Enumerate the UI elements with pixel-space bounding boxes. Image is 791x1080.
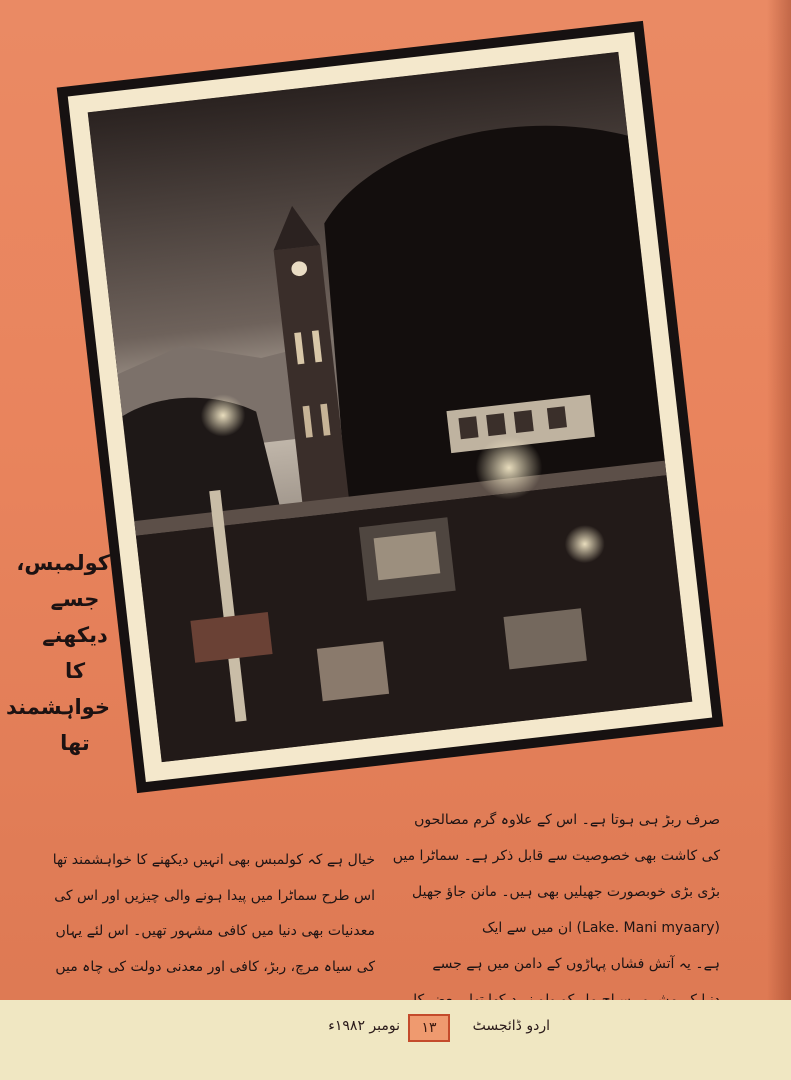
magazine-title: اردو ڈائجسٹ bbox=[472, 1018, 550, 1034]
city-photo bbox=[88, 52, 693, 762]
text-line: معدنیات بھی دنیا میں کافی مشہور تھیں۔ اس لئے یہاں bbox=[55, 923, 375, 939]
text-line: بڑی بڑی خوبصورت جھیلیں بھی ہیں۔ مانن جاؤ جھیل bbox=[412, 884, 720, 900]
red-car bbox=[190, 612, 272, 663]
city-photo-illustration bbox=[88, 52, 693, 762]
side-caption bbox=[6, 545, 110, 761]
text-line: کی سیاہ مرچ، ربڑ، کافی اور معدنی دولت کی چاہ میں bbox=[55, 958, 375, 975]
side-caption-line: تھا bbox=[60, 731, 90, 755]
side-caption-line: خواہشمند bbox=[6, 695, 110, 719]
page-edge-shadow bbox=[767, 0, 791, 1080]
text-line: صرف ربڑ ہی ہوتا ہے۔ اس کے علاوہ گرم مصالحوں bbox=[414, 812, 720, 828]
photo-mat bbox=[68, 32, 712, 782]
text-line: کی کاشت بھی خصوصیت سے قابل ذکر ہے۔ سماٹرا میں bbox=[392, 848, 720, 864]
vehicle-right bbox=[504, 608, 587, 669]
text-line: (Lake. Mani myaary) ان میں سے ایک bbox=[481, 920, 720, 936]
text-column-left bbox=[30, 843, 375, 985]
issue-date: نومبر ۱۹۸۲ء bbox=[328, 1018, 400, 1034]
page-number: ۱۳ bbox=[408, 1014, 450, 1042]
footer-line bbox=[250, 1010, 550, 1044]
photo-frame bbox=[57, 21, 724, 793]
vehicle-left bbox=[317, 641, 389, 701]
text-line: ہے۔ یہ آتش فشاں پہاڑوں کے دامن میں ہے جسے bbox=[432, 956, 720, 972]
side-caption-line: کا bbox=[64, 659, 86, 683]
side-caption-line: دیکھنے bbox=[42, 623, 108, 647]
side-caption-line: کولمبس، bbox=[16, 551, 110, 575]
side-caption-line: جسے bbox=[50, 587, 100, 611]
text-line: خیال ہے کہ کولمبس بھی انہیں دیکھنے کا خواہشمند تھا bbox=[52, 852, 375, 868]
text-line: اس طرح سماٹرا میں پیدا ہونے والی چیزیں اور اس کی bbox=[54, 887, 375, 904]
text-column-right bbox=[385, 802, 720, 1018]
